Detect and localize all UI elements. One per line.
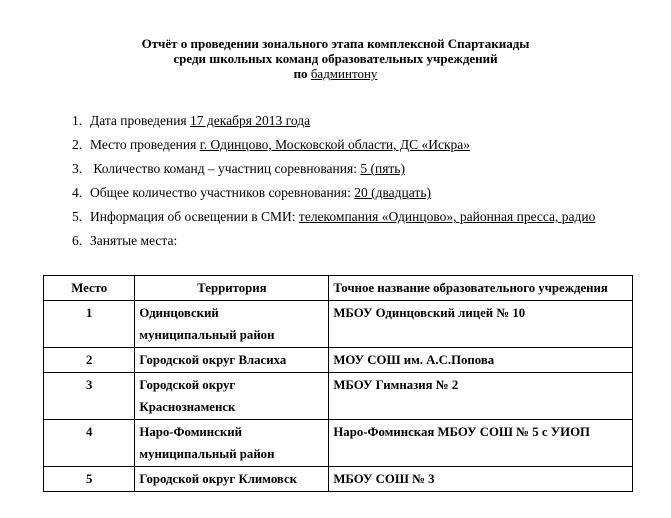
item-label: Место проведения	[90, 137, 200, 152]
report-title	[0, 36, 671, 81]
cell-place: 1	[44, 301, 135, 348]
item-value: 5 (пять)	[360, 161, 405, 176]
cell-place: 3	[44, 373, 135, 420]
header-territory: Территория	[135, 276, 329, 301]
list-item	[72, 231, 595, 255]
item-number: 2.	[72, 137, 83, 152]
territory-line-2: Краснознаменск	[139, 400, 236, 414]
item-value: телекомпания «Одинцово», районная пресса, радио	[298, 209, 596, 224]
table-row	[44, 348, 633, 373]
title-line-3	[0, 66, 671, 81]
cell-place: 5	[44, 467, 135, 492]
cell-territory	[135, 301, 329, 348]
table-row	[44, 301, 633, 348]
cell-school: МБОУ Гимназия № 2	[329, 373, 633, 420]
item-value: 20 (двадцать)	[354, 185, 431, 200]
list-item	[72, 207, 595, 231]
table-header-row	[44, 276, 633, 301]
item-number: 4.	[72, 185, 83, 200]
header-school: Точное название образовательного учреждения	[329, 276, 633, 301]
item-label: Дата проведения	[90, 113, 191, 128]
cell-territory	[135, 420, 329, 467]
territory-line-1: Городской округ Власиха	[139, 353, 287, 367]
table-row	[44, 420, 633, 467]
cell-school: МБОУ СОШ № 3	[329, 467, 633, 492]
report-items-list	[72, 111, 595, 255]
cell-territory	[135, 373, 329, 420]
item-label: Общее количество участников соревнования:	[90, 185, 355, 200]
item-number: 3.	[72, 161, 83, 176]
territory-line-1: Городской округ	[139, 378, 236, 392]
territory-line-2: муниципальный район	[139, 328, 275, 342]
item-label: Количество команд – участниц соревнования:	[90, 161, 361, 176]
cell-place: 4	[44, 420, 135, 467]
cell-territory	[135, 467, 329, 492]
territory-line-1: Наро-Фоминский	[139, 425, 242, 439]
cell-school: МБОУ Одинцовский лицей № 10	[329, 301, 633, 348]
item-label: Информация об освещении в СМИ:	[90, 209, 299, 224]
item-value: 17 декабря 2013 года	[190, 113, 311, 128]
title-line-3-prefix: по	[293, 66, 311, 81]
header-place: Место	[44, 276, 135, 301]
title-line-1: Отчёт о проведении зонального этапа комплексной Спартакиады	[141, 36, 530, 51]
item-value: г. Одинцово, Московской области, ДС «Искра»	[199, 137, 471, 152]
item-label: Занятые места:	[90, 233, 178, 248]
territory-line-1: Одинцовский	[139, 306, 219, 320]
results-table	[43, 275, 633, 492]
list-item	[72, 135, 595, 159]
table-row	[44, 373, 633, 420]
item-number: 5.	[72, 209, 83, 224]
cell-school: Наро-Фоминская МБОУ СОШ № 5 с УИОП	[329, 420, 633, 467]
list-item	[72, 111, 595, 135]
title-line-2: среди школьных команд образовательных учреждений	[173, 51, 498, 66]
cell-place: 2	[44, 348, 135, 373]
item-number: 6.	[72, 233, 83, 248]
list-item	[72, 183, 595, 207]
cell-territory	[135, 348, 329, 373]
territory-line-1: Городской округ Климовск	[139, 472, 298, 486]
cell-school: МОУ СОШ им. А.С.Попова	[329, 348, 633, 373]
table-row	[44, 467, 633, 492]
sport-name: бадминтону	[310, 66, 378, 81]
list-item	[72, 159, 595, 183]
territory-line-2: муниципальный район	[139, 447, 275, 461]
item-number: 1.	[72, 113, 83, 128]
